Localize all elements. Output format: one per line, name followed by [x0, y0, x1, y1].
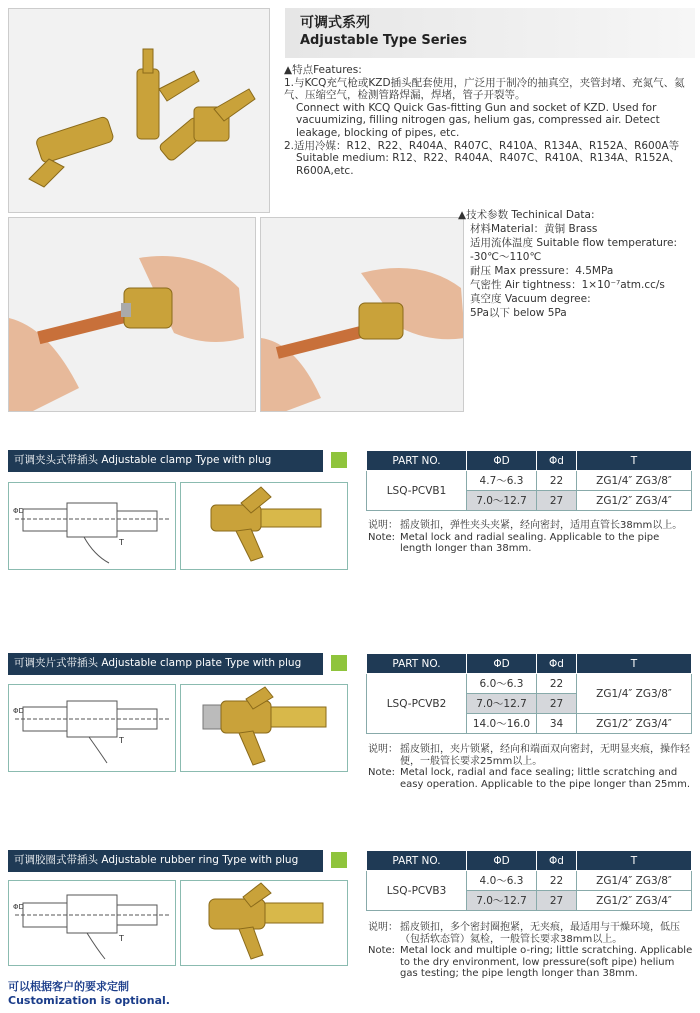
features-block	[284, 64, 694, 177]
feature-2-cn: 2.适用冷媒：R12、R22、R404A、R407C、R410A、R134A、R152A、R600A等	[284, 139, 680, 152]
tech-heading: ▲技术参数 Techinical Data:	[458, 209, 595, 221]
cell-T: ZG1/4″ ZG3/8″	[577, 674, 692, 714]
cell-T: ZG1/4″ ZG3/8″	[577, 471, 692, 491]
col-T: T	[577, 851, 692, 871]
svg-text:ΦD: ΦD	[13, 903, 24, 911]
cell-D: 4.7～6.3	[467, 471, 537, 491]
cell-d: 27	[537, 891, 577, 911]
col-d: Φd	[537, 654, 577, 674]
footer-en: Customization is optional.	[8, 994, 170, 1007]
section-3-title: 可调胶圈式带插头 Adjustable rubber ring Type with plug	[8, 850, 323, 870]
page-title-cn: 可调式系列	[300, 15, 370, 31]
section-2-drawing	[8, 684, 176, 772]
note-label-cn: 说明：	[368, 922, 398, 933]
product-photo-fittings	[8, 8, 270, 213]
svg-text:ΦD: ΦD	[13, 507, 24, 515]
cell-D: 7.0～12.7	[467, 694, 537, 714]
fitting-photo-1	[181, 483, 347, 569]
note-text-en: Metal lock, radial and face sealing; little scratching and easy operation. Applicable to the pipe longer than 25mm.	[400, 767, 691, 790]
features-heading: ▲特点Features:	[284, 64, 362, 76]
feature-1-cn: 1.与KCQ充气枪或KZD插头配套使用，广泛用于制冷的抽真空，夹管封堵、充氮气、氦气、压缩空气，检测管路焊漏，焊堵，管子开裂等。	[284, 76, 685, 102]
tech-air-tightness: 气密性 Air tightness：1×10⁻⁷atm.cc/s	[470, 279, 665, 291]
cell-D: 14.0～16.0	[467, 714, 537, 734]
svg-text:T: T	[119, 538, 124, 547]
section-3-marker	[331, 852, 347, 868]
cell-T: ZG1/2″ ZG3/4″	[577, 891, 692, 911]
page-title-en: Adjustable Type Series	[300, 33, 467, 48]
section-3-table	[366, 850, 692, 911]
cell-T: ZG1/2″ ZG3/4″	[577, 491, 692, 511]
cell-D: 7.0～12.7	[467, 491, 537, 511]
tech-pressure: 耐压 Max pressure：4.5MPa	[470, 265, 614, 277]
section-2-rule	[8, 673, 323, 675]
part-number: LSQ-PCVB1	[367, 471, 467, 511]
svg-text:ΦD: ΦD	[13, 707, 24, 715]
col-d: Φd	[537, 451, 577, 471]
section-1-drawing	[8, 482, 176, 570]
tech-temp-label: 适用流体温度 Suitable flow temperature:	[470, 237, 678, 249]
section-3-drawing	[8, 880, 176, 966]
cell-D: 7.0～12.7	[467, 891, 537, 911]
fitting-photo-2	[181, 685, 347, 771]
section-3-photo	[180, 880, 348, 966]
cell-d: 27	[537, 491, 577, 511]
hand-with-pipe-image	[9, 218, 256, 412]
technical-drawing-1	[9, 483, 175, 569]
part-number: LSQ-PCVB2	[367, 674, 467, 734]
col-part: PART NO.	[367, 654, 467, 674]
col-D: ΦD	[467, 851, 537, 871]
section-1-photo	[180, 482, 348, 570]
cell-d: 22	[537, 471, 577, 491]
col-part: PART NO.	[367, 451, 467, 471]
brass-fittings-image	[9, 9, 270, 213]
cell-D: 4.0～6.3	[467, 871, 537, 891]
note-text-cn: 摇皮锁扣，夹片锁紧，经向和端面双向密封，无明显夹痕，操作轻便，一般管长要求25mm以上。	[400, 744, 690, 767]
note-text-en: Metal lock and radial sealing. Applicable to the pipe length longer than 38mm.	[400, 531, 660, 554]
cell-d: 34	[537, 714, 577, 734]
cell-T: ZG1/4″ ZG3/8″	[577, 871, 692, 891]
section-1-table	[366, 450, 692, 511]
cell-d: 27	[537, 694, 577, 714]
technical-drawing-2	[9, 685, 175, 771]
col-T: T	[577, 451, 692, 471]
section-1-marker	[331, 452, 347, 468]
note-text-cn: 摇皮锁扣，多个密封圈抱紧，无夹痕，最适用与干燥环境，低压（包括软态管）氦检，一般管长要求38mm以上。	[400, 922, 680, 945]
svg-text:T: T	[119, 934, 124, 943]
section-2-table	[366, 653, 692, 734]
cell-D: 6.0～6.3	[467, 674, 537, 694]
technical-drawing-3	[9, 881, 175, 965]
svg-text:T: T	[119, 736, 124, 745]
section-2-marker	[331, 655, 347, 671]
col-d: Φd	[537, 851, 577, 871]
section-1-rule	[8, 470, 323, 472]
part-number: LSQ-PCVB3	[367, 871, 467, 911]
section-1-title: 可调夹头式带插头 Adjustable clamp Type with plug	[8, 450, 323, 470]
tech-temp-value: -30℃～110℃	[470, 251, 542, 263]
section-1-note	[368, 520, 694, 555]
usage-photo-2	[260, 217, 464, 412]
col-D: ΦD	[467, 654, 537, 674]
tech-material: 材料Material：黄铜 Brass	[470, 223, 598, 235]
note-text-cn: 摇皮锁扣，弹性夹头夹紧，经向密封，适用直管长38mm以上。	[400, 520, 683, 531]
col-D: ΦD	[467, 451, 537, 471]
section-3-rule	[8, 870, 323, 872]
note-label-en: Note:	[368, 531, 396, 543]
feature-1-en: Connect with KCQ Quick Gas-fitting Gun and socket of KZD. Used for vacuumizing, filling nitrogen gas, helium gas, compressed air. Detect leakage, blocking of pipes, etc.	[296, 101, 660, 139]
col-T: T	[577, 654, 692, 674]
footer	[8, 980, 170, 1008]
footer-cn: 可以根据客户的要求定制	[8, 980, 129, 993]
usage-photo-1	[8, 217, 256, 412]
hand-with-pipe-image-2	[261, 218, 464, 412]
fitting-photo-3	[181, 881, 347, 965]
tech-data-block	[458, 208, 698, 320]
tech-vacuum-value: 5Pa以下 below 5Pa	[470, 307, 567, 319]
tech-vacuum-label: 真空度 Vacuum degree:	[470, 293, 591, 305]
cell-d: 22	[537, 674, 577, 694]
section-3-note	[368, 922, 694, 980]
section-2-note	[368, 744, 694, 790]
feature-2-en: Suitable medium: R12、R22、R404A、R407C、R410A、R134A、R152A、R600A,etc.	[296, 152, 680, 177]
note-label-en: Note:	[368, 945, 396, 956]
note-label-cn: 说明：	[368, 744, 398, 755]
note-text-en: Metal lock and multiple o-ring; little scratching. Applicable to the dry environment, low pressure(soft pipe) helium gas testing; the pipe length longer than 38mm.	[400, 945, 693, 979]
col-part: PART NO.	[367, 851, 467, 871]
section-2-photo	[180, 684, 348, 772]
note-label-en: Note:	[368, 767, 396, 778]
cell-d: 22	[537, 871, 577, 891]
section-2-title: 可调夹片式带插头 Adjustable clamp plate Type with plug	[8, 653, 323, 673]
note-label-cn: 说明：	[368, 520, 398, 531]
cell-T: ZG1/2″ ZG3/4″	[577, 714, 692, 734]
